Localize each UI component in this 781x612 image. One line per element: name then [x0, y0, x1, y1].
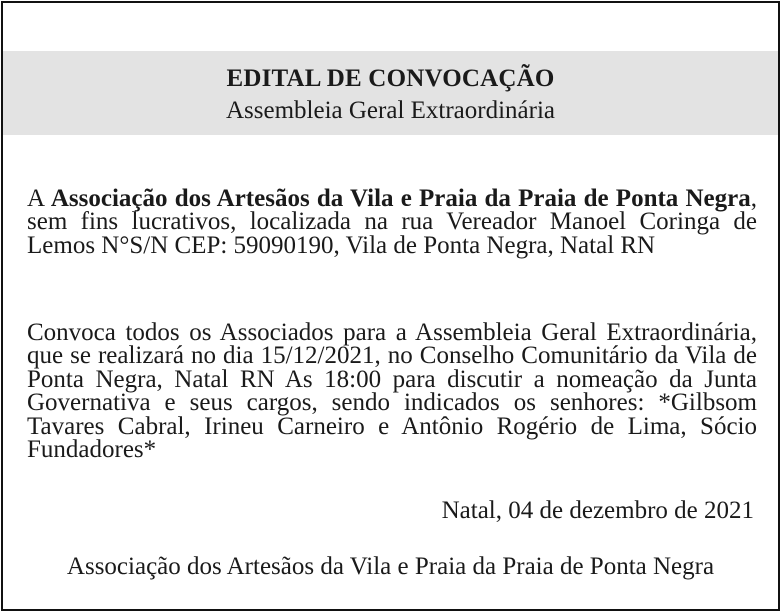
- notice-title: EDITAL DE CONVOCAÇÃO: [226, 65, 555, 92]
- notice-frame: [1, 1, 780, 611]
- convocation-paragraph: Convoca todos os Associados para a Assembleia Geral Extraordinária, que se realizará no dia 15/12/2021, no Conselho Comunitário da Vila de Ponta Negra, Natal RN As 18:00 para discutir a nomeação da Junta Governativa e seus cargos, sendo indicados os senhores: *Gilbsom Tavares Cabral, Irineu Carneiro e Antônio Rogério de Lima, Sócio Fundadores*: [27, 319, 757, 464]
- date-line: Natal, 04 de dezembro de 2021: [441, 497, 754, 524]
- notice-subtitle: Assembleia Geral Extraordinária: [225, 97, 556, 124]
- association-name: Associação dos Artesãos da Vila e Praia da Praia de Ponta Negra: [50, 185, 751, 212]
- signature: Associação dos Artesãos da Vila e Praia da Praia de Ponta Negra: [66, 553, 715, 580]
- header-band: [3, 51, 778, 135]
- intro-paragraph: [27, 187, 757, 257]
- intro-prefix: A: [27, 185, 51, 212]
- intro-rest: , sem fins lucrativos, localizada na rua Vereador Manoel Coringa de Lemos N°S/N CEP: 59090190, Vila de Ponta Negra, Natal RN: [27, 185, 757, 259]
